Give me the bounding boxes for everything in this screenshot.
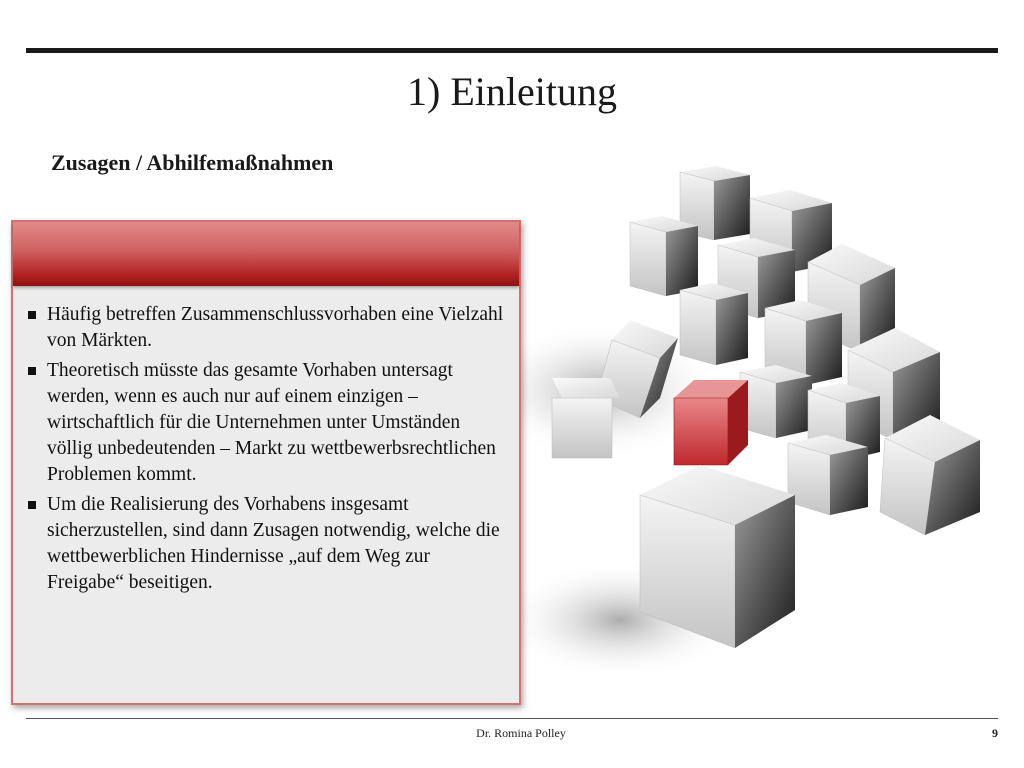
cube <box>640 465 795 648</box>
square-bullet-icon <box>28 311 36 319</box>
cube <box>788 435 868 515</box>
bullet-text: Häufig betreffen Zusammenschlussvorhaben eine Vielzahl von Märkten. <box>47 304 504 351</box>
panel-header-bar <box>13 222 519 286</box>
slide-subtitle: Zusagen / Abhilfemaßnahmen <box>51 150 334 175</box>
glass-cubes-illustration <box>480 150 1024 710</box>
bullet-item <box>27 492 507 596</box>
cube-highlighted <box>674 380 748 465</box>
bullet-text: Theoretisch müsste das gesamte Vorhaben untersagt werden, wenn es auch nur auf einem einzigen – wirtschaftlich für die Unternehmen unter Umständen völlig unbedeutenden – Markt zu wettbewerbsrechtlichen Problemen kommt. <box>47 360 496 485</box>
slide-title: 1) Einleitung <box>407 69 617 114</box>
square-bullet-icon <box>28 367 36 375</box>
cube <box>630 216 698 296</box>
bullet-item <box>27 302 507 354</box>
cube <box>680 283 748 365</box>
cube <box>880 415 980 535</box>
bullet-item <box>27 358 507 488</box>
top-divider <box>26 48 998 53</box>
bottom-divider <box>26 718 998 719</box>
cube <box>740 365 812 438</box>
page-number: 9 <box>992 726 998 740</box>
square-bullet-icon <box>28 501 36 509</box>
footer-author: Dr. Romina Polley <box>476 726 566 740</box>
cube <box>552 378 620 458</box>
bullet-list <box>27 302 507 600</box>
content-panel <box>11 220 521 705</box>
bullet-text: Um die Realisierung des Vorhabens insgesamt sicherzustellen, sind dann Zusagen notwendig, welche die wettbewerblichen Hindernisse „auf dem Weg zur Freigabe“ beseitigen. <box>47 494 500 593</box>
